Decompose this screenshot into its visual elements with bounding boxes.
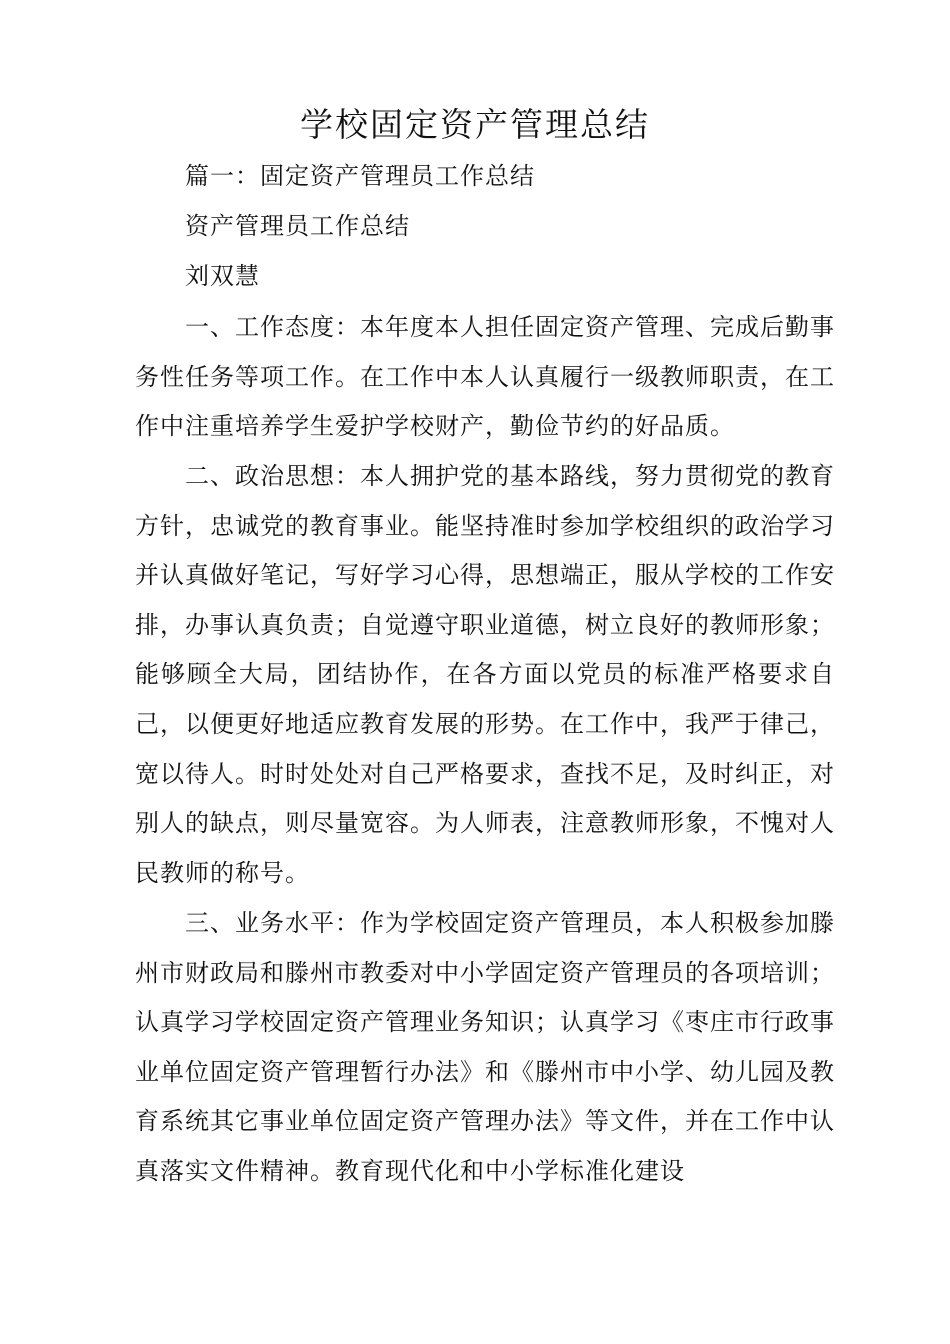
paragraph-political-thought: 二、政治思想：本人拥护党的基本路线，努力贯彻党的教育方针，忠诚党的教育事业。能坚持准时参加学校组织的政治学习并认真做好笔记，写好学习心得，思想端正，服从学校的工作安排，办事认真负责；自觉遵守职业道德，树立良好的教师形象；能够顾全大局，团结协作，在各方面以党员的标准严格要求自己，以便更好地适应教育发展的形势。在工作中，我严于律己，宽以待人。时时处处对自己严格要求，查找不足，及时纠正，对别人的缺点，则尽量宽容。为人师表，注意教师形象，不愧对人民教师的称号。	[135, 462, 835, 887]
document-title: 学校固定资产管理总结	[300, 105, 650, 144]
paragraph-work-attitude: 一、工作态度：本年度本人担任固定资产管理、完成后勤事务性任务等项工作。在工作中本人认真履行一级教师职责，在工作中注重培养学生爱护学校财产，勤俭节约的好品质。	[135, 313, 835, 441]
paragraph-business-level: 三、业务水平：作为学校固定资产管理员，本人积极参加滕州市财政局和滕州市教委对中小学固定资产管理员的各项培训；认真学习学校固定资产管理业务知识；认真学习《枣庄市行政事业单位固定资产管理暂行办法》和《滕州市中小学、幼儿园及教育系统其它事业单位固定资产管理办法》等文件，并在工作中认真落实文件精神。教育现代化和中小学标准化建设	[135, 909, 835, 1185]
document-heading: 资产管理员工作总结	[185, 212, 410, 240]
document-subtitle: 篇一：固定资产管理员工作总结	[185, 162, 535, 190]
document-author: 刘双慧	[185, 262, 260, 290]
